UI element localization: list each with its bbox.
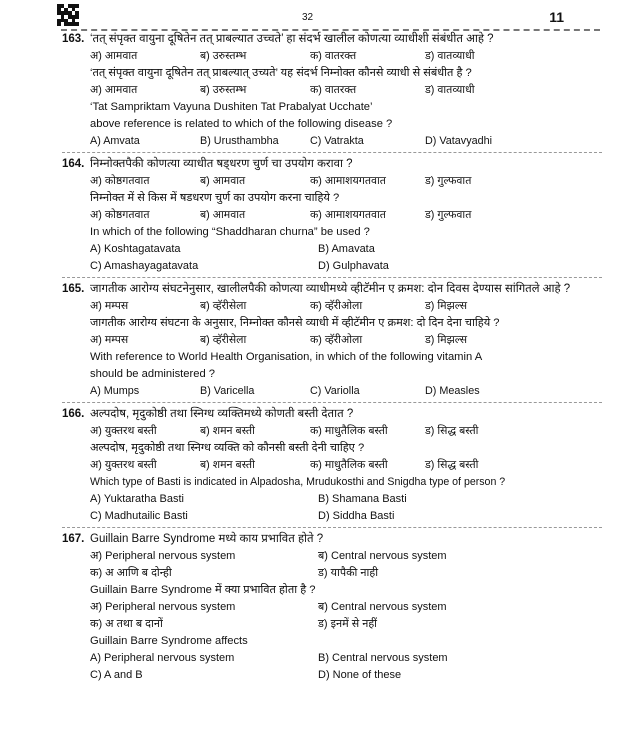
option: ब) शमन बस्ती: [200, 459, 255, 471]
hindi-question-text: अल्पदोष, मृदुकोष्ठी तथा स्निग्ध व्यक्ति को कौनसी बस्ती देनी चाहिए ?: [90, 442, 365, 454]
option: B) Central nervous system: [318, 652, 448, 664]
option: B) Amavata: [318, 243, 375, 255]
hindi-options: [62, 599, 602, 633]
option: अ) मम्पस: [90, 300, 129, 312]
option: क) आमाशयगतवात: [310, 209, 386, 221]
question-163: [62, 31, 602, 153]
option: ड) वातव्याधी: [425, 50, 475, 62]
option: B) Urusthambha: [200, 135, 279, 147]
option: अ) कोष्ठगतवात: [90, 175, 150, 187]
english-options: [62, 650, 602, 684]
option: A) Amvata: [90, 135, 140, 147]
english-options: [62, 491, 602, 525]
option: A) Mumps: [90, 385, 140, 397]
marathi-options: [62, 48, 602, 65]
option: क) वातरक्त: [310, 84, 357, 96]
hindi-question-text: Guillain Barre Syndrome में क्या प्रभावित होता है ?: [90, 584, 316, 596]
option: अ) Peripheral nervous system: [90, 601, 236, 613]
option: अ) युक्तरथ बस्ती: [90, 459, 157, 471]
question-number: 165.: [62, 283, 85, 295]
option: D) Measles: [425, 385, 480, 397]
question-number: 166.: [62, 408, 85, 420]
option: ब) आमवात: [200, 175, 246, 187]
hindi-options: [62, 82, 602, 99]
option: क) व्हॅरीओला: [310, 334, 363, 346]
question-number: 164.: [62, 158, 85, 170]
page-number: 32: [302, 12, 314, 23]
hindi-options: [62, 457, 602, 474]
option: ड) सिद्ध बस्ती: [425, 425, 479, 437]
option: ड) मिझल्स: [425, 300, 468, 312]
marathi-options: [62, 173, 602, 190]
english-question-text: ‘Tat Sampriktam Vayuna Dushiten Tat Prabalyat Ucchate’: [90, 101, 373, 113]
hindi-question-text: निम्नोक्त में से किस में षडधरण चुर्ण का उपयोग करना चाहिये ?: [90, 192, 340, 204]
option: क) आमाशयगतवात: [310, 175, 386, 187]
option: A) Yuktaratha Basti: [90, 493, 184, 505]
english-options: [62, 241, 602, 275]
option: A) Koshtagatavata: [90, 243, 181, 255]
question-164: [62, 156, 602, 278]
option: ड) गुल्फवात: [425, 175, 472, 187]
english-question-text: In which of the following “Shaddharan churna” be used ?: [90, 226, 370, 238]
option: अ) कोष्ठगतवात: [90, 209, 150, 221]
option: क) वातरक्त: [310, 50, 357, 62]
option: ब) उरुस्तम्भ: [200, 50, 247, 62]
barcode-icon: [57, 4, 79, 26]
marathi-question-text: अल्पदोष, मृदुकोष्ठी तथा स्निग्ध व्यक्तिमध्ये कोणती बस्ती देतात ?: [90, 408, 354, 420]
option: ब) व्हॅरीसेला: [200, 334, 247, 346]
option: ब) उरुस्तम्भ: [200, 84, 247, 96]
option: D) Gulphavata: [318, 260, 389, 272]
option: क) अ तथा ब दानों: [90, 618, 163, 630]
marathi-options: [62, 423, 602, 440]
option: A) Peripheral nervous system: [90, 652, 235, 664]
option: अ) आमवात: [90, 50, 138, 62]
option: ड) सिद्ध बस्ती: [425, 459, 479, 471]
option: ब) Central nervous system: [318, 601, 447, 613]
option: ब) व्हॅरीसेला: [200, 300, 247, 312]
marathi-question-text: जागतीक आरोग्य संघटनेनुसार, खालीलपैकी कोणत्या व्याधीमध्ये व्हीटॅमीन ए क्रमश: दोन दिवस देण्यास सांगितले आहे ?: [90, 283, 571, 295]
option: B) Varicella: [200, 385, 255, 397]
hindi-question-text: जागतीक आरोग्य संघटना के अनुसार, निम्नोक्त कौनसे व्याधी में व्हीटॅमीन ए क्रमश: दो दिन देना चाहिये ?: [90, 317, 500, 329]
english-question-text: Guillain Barre Syndrome affects: [90, 635, 248, 647]
option: C) Variolla: [310, 385, 360, 397]
option: ड) मिझल्स: [425, 334, 468, 346]
option: C) A and B: [90, 669, 143, 681]
sheet-number: 11: [549, 9, 564, 25]
option: ड) वातव्याधी: [425, 84, 475, 96]
hindi-question-text: ‘तत् संपृक्त वायुना दूषितेन तत् प्राबल्यात् उच्यते’ यह संदर्भ निम्नोक्त कौनसे व्याधी से संबंधीत है ?: [90, 67, 472, 79]
question-number: 167.: [62, 533, 85, 545]
option: ब) आमवात: [200, 209, 246, 221]
option: अ) मम्पस: [90, 334, 129, 346]
question-165: [62, 281, 602, 403]
option: C) Vatrakta: [310, 135, 364, 147]
english-question-text: above reference is related to which of the following disease ?: [90, 118, 393, 130]
option: ड) गुल्फवात: [425, 209, 472, 221]
option: अ) युक्तरथ बस्ती: [90, 425, 157, 437]
question-167: [62, 531, 602, 686]
english-options: [62, 383, 602, 400]
option: ड) यापैकी नाही: [318, 567, 379, 579]
option: क) माधुतैलिक बस्ती: [310, 425, 388, 437]
hindi-options: [62, 332, 602, 349]
question-list: [62, 31, 602, 689]
english-options: [62, 133, 602, 150]
marathi-question-text: निम्नोक्तपैकी कोणत्या व्याधीत षड्धरण चुर्ण चा उपयोग करावा ?: [90, 158, 353, 170]
option: ब) Central nervous system: [318, 550, 447, 562]
marathi-options: [62, 298, 602, 315]
option: क) माधुतैलिक बस्ती: [310, 459, 388, 471]
option: B) Shamana Basti: [318, 493, 407, 505]
option: C) Madhutailic Basti: [90, 510, 188, 522]
option: D) Siddha Basti: [318, 510, 395, 522]
option: अ) Peripheral nervous system: [90, 550, 236, 562]
marathi-question-text: Guillain Barre Syndrome मध्ये काय प्रभावित होते ?: [90, 533, 324, 545]
option: अ) आमवात: [90, 84, 138, 96]
option: क) अ आणि ब दोन्ही: [90, 567, 172, 579]
option: ब) शमन बस्ती: [200, 425, 255, 437]
option: D) Vatavyadhi: [425, 135, 493, 147]
english-question-text: With reference to World Health Organisation, in which of the following vitamin A: [90, 351, 483, 363]
hindi-options: [62, 207, 602, 224]
option: D) None of these: [318, 669, 402, 681]
option: C) Amashayagatavata: [90, 260, 199, 272]
option: ड) इनमें से नहीं: [318, 618, 378, 630]
marathi-options: [62, 548, 602, 582]
english-question-text: should be administered ?: [90, 368, 216, 380]
option: क) व्हॅरीओला: [310, 300, 363, 312]
marathi-question-text: ‘तत् संपृक्त वायुना दूषितेन तत् प्राबल्यात उच्चते’ हा संदर्भ खालील कोणत्या व्याधीशी संबंधीत आहे ?: [90, 33, 494, 45]
question-166: [62, 406, 602, 528]
english-question-text: Which type of Basti is indicated in Alpadosha, Mrudukosthi and Snigdha type of person ?: [90, 476, 506, 488]
question-number: 163.: [62, 33, 85, 45]
